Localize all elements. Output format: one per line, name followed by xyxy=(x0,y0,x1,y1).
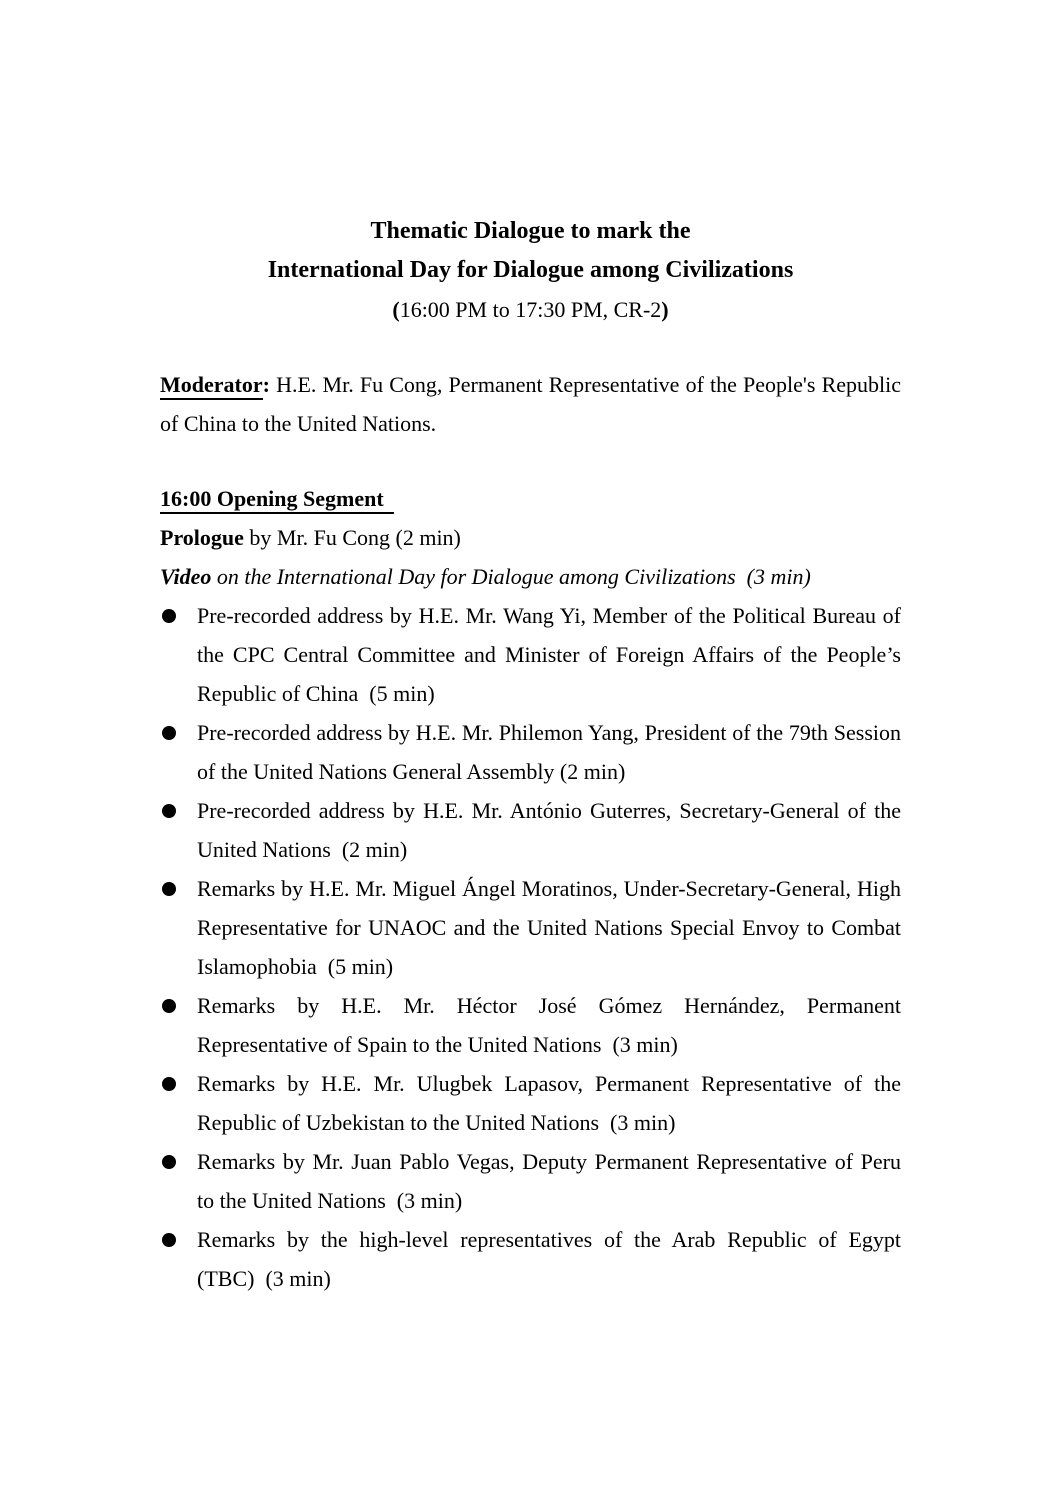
prologue-text: by Mr. Fu Cong (2 min) xyxy=(243,525,461,550)
agenda-item-6 xyxy=(160,1064,901,1142)
agenda-item-8 xyxy=(160,1220,901,1298)
video-line xyxy=(160,557,901,596)
agenda-item-text: Pre-recorded address by H.E. Mr. Wang Yi, Member of the Political Bureau of the CPC Central Committee and Minister of Foreign Affairs of the People’s Republic of China (5 min) xyxy=(197,603,901,706)
agenda-item-text: Remarks by the high-level representatives of the Arab Republic of Egypt (TBC) (3 min) xyxy=(197,1227,901,1291)
agenda-item-text: Remarks by H.E. Mr. Héctor José Gómez Hernández, Permanent Representative of Spain to the United Nations (3 min) xyxy=(197,993,901,1057)
agenda-item-2 xyxy=(160,713,901,791)
moderator-text: H.E. Mr. Fu Cong, Permanent Representative of the People's Republic of China to the United Nations. xyxy=(160,372,901,436)
opening-segment-heading-text: 16:00 Opening Segment xyxy=(160,487,394,514)
moderator-colon: : xyxy=(262,372,270,397)
document-content xyxy=(160,212,901,1298)
title-close-paren: ) xyxy=(661,297,669,322)
video-text: on the International Day for Dialogue among Civilizations (3 min) xyxy=(211,564,811,589)
document-title xyxy=(160,212,901,329)
bullet-icon xyxy=(162,1155,176,1169)
bullet-icon xyxy=(162,1233,176,1247)
bullet-icon xyxy=(162,999,176,1013)
prologue-label: Prologue xyxy=(160,525,244,550)
agenda-list xyxy=(160,596,901,1298)
agenda-item-text: Remarks by H.E. Mr. Miguel Ángel Moratinos, Under-Secretary-General, High Representative for UNAOC and the United Nations Special Envoy to Combat Islamophobia (5 min) xyxy=(197,876,901,979)
agenda-item-text: Pre-recorded address by H.E. Mr. António Guterres, Secretary-General of the United Nations (2 min) xyxy=(197,798,901,862)
title-open-paren: ( xyxy=(392,297,400,322)
agenda-item-3 xyxy=(160,791,901,869)
title-line-1: Thematic Dialogue to mark the xyxy=(370,218,691,244)
bullet-icon xyxy=(162,804,176,818)
agenda-item-5 xyxy=(160,986,901,1064)
agenda-item-4 xyxy=(160,869,901,986)
agenda-item-text: Pre-recorded address by H.E. Mr. Philemon Yang, President of the 79th Session of the United Nations General Assembly (2 min) xyxy=(197,720,901,784)
agenda-item-1 xyxy=(160,596,901,713)
bullet-icon xyxy=(162,726,176,740)
title-line-2: International Day for Dialogue among Civilizations xyxy=(267,257,794,283)
moderator-paragraph xyxy=(160,365,901,443)
bullet-icon xyxy=(162,1077,176,1091)
agenda-item-text: Remarks by H.E. Mr. Ulugbek Lapasov, Permanent Representative of the Republic of Uzbekistan to the United Nations (3 min) xyxy=(197,1071,901,1135)
opening-segment-heading xyxy=(160,479,901,518)
agenda-item-7 xyxy=(160,1142,901,1220)
moderator-label: Moderator: xyxy=(160,372,270,397)
bullet-icon xyxy=(162,609,176,623)
video-label: Video xyxy=(160,564,212,589)
agenda-item-text: Remarks by Mr. Juan Pablo Vegas, Deputy Permanent Representative of Peru to the United Nations (3 min) xyxy=(197,1149,901,1213)
prologue-line xyxy=(160,518,901,557)
title-line-3 xyxy=(160,290,901,329)
title-time-room: 16:00 PM to 17:30 PM, CR-2 xyxy=(399,297,662,322)
bullet-icon xyxy=(162,882,176,896)
